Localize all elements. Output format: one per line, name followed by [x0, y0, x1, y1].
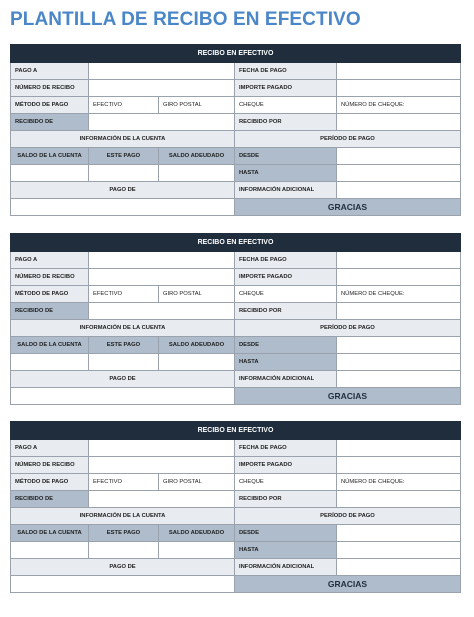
receipt-header: RECIBO EN EFECTIVO [11, 45, 461, 63]
saldo-adeudado-field[interactable] [159, 542, 235, 559]
fecha-de-pago-label: FECHA DE PAGO [235, 63, 337, 80]
numero-de-recibo-label: NÚMERO DE RECIBO [11, 457, 89, 474]
efectivo-option[interactable]: EFECTIVO [89, 97, 159, 114]
numero-de-recibo-label: NÚMERO DE RECIBO [11, 269, 89, 286]
receipt-header: RECIBO EN EFECTIVO [11, 234, 461, 252]
desde-field[interactable] [337, 337, 461, 354]
metodo-de-pago-label: MÉTODO DE PAGO [11, 474, 89, 491]
hasta-field[interactable] [337, 542, 461, 559]
este-pago-label: ESTE PAGO [89, 525, 159, 542]
saldo-de-la-cuenta-label: SALDO DE LA CUENTA [11, 525, 89, 542]
recibido-de-label: RECIBIDO DE [11, 114, 89, 131]
numero-de-recibo-field[interactable] [89, 80, 235, 97]
este-pago-label: ESTE PAGO [89, 148, 159, 165]
saldo-adeudado-label: SALDO ADEUDADO [159, 337, 235, 354]
recibido-por-field[interactable] [337, 303, 461, 320]
recibido-por-label: RECIBIDO POR [235, 303, 337, 320]
cheque-option[interactable]: CHEQUE [235, 286, 337, 303]
pago-a-label: PAGO A [11, 63, 89, 80]
fecha-de-pago-field[interactable] [337, 440, 461, 457]
pago-de-label: PAGO DE [11, 559, 235, 576]
desde-label: DESDE [235, 148, 337, 165]
pago-a-label: PAGO A [11, 440, 89, 457]
pago-a-field[interactable] [89, 252, 235, 269]
receipt-table [10, 233, 461, 405]
periodo-de-pago-label: PERÍODO DE PAGO [235, 320, 461, 337]
fecha-de-pago-field[interactable] [337, 252, 461, 269]
fecha-de-pago-label: FECHA DE PAGO [235, 440, 337, 457]
recibido-de-label: RECIBIDO DE [11, 491, 89, 508]
giro-postal-option[interactable]: GIRO POSTAL [159, 474, 235, 491]
recibido-de-label: RECIBIDO DE [11, 303, 89, 320]
informacion-adicional-label: INFORMACIÓN ADICIONAL [235, 371, 337, 388]
receipt-2 [10, 233, 460, 405]
pago-de-field[interactable] [11, 388, 235, 405]
informacion-adicional-field[interactable] [337, 182, 461, 199]
desde-label: DESDE [235, 337, 337, 354]
numero-de-recibo-label: NÚMERO DE RECIBO [11, 80, 89, 97]
saldo-de-la-cuenta-label: SALDO DE LA CUENTA [11, 148, 89, 165]
saldo-de-la-cuenta-field[interactable] [11, 165, 89, 182]
efectivo-option[interactable]: EFECTIVO [89, 474, 159, 491]
desde-field[interactable] [337, 525, 461, 542]
saldo-adeudado-label: SALDO ADEUDADO [159, 525, 235, 542]
gracias-banner: GRACIAS [235, 388, 461, 405]
receipt-1 [10, 44, 460, 216]
receipt-table [10, 421, 461, 593]
metodo-de-pago-label: MÉTODO DE PAGO [11, 286, 89, 303]
hasta-label: HASTA [235, 542, 337, 559]
numero-de-cheque-field[interactable]: NÚMERO DE CHEQUE: [337, 97, 461, 114]
hasta-field[interactable] [337, 354, 461, 371]
periodo-de-pago-label: PERÍODO DE PAGO [235, 508, 461, 525]
numero-de-recibo-field[interactable] [89, 457, 235, 474]
receipt-header: RECIBO EN EFECTIVO [11, 422, 461, 440]
recibido-por-label: RECIBIDO POR [235, 114, 337, 131]
importe-pagado-field[interactable] [337, 269, 461, 286]
informacion-adicional-label: INFORMACIÓN ADICIONAL [235, 559, 337, 576]
recibido-de-field[interactable] [89, 491, 235, 508]
importe-pagado-label: IMPORTE PAGADO [235, 80, 337, 97]
page-title: PLANTILLA DE RECIBO EN EFECTIVO [10, 9, 361, 30]
saldo-de-la-cuenta-label: SALDO DE LA CUENTA [11, 337, 89, 354]
pago-de-field[interactable] [11, 576, 235, 593]
saldo-de-la-cuenta-field[interactable] [11, 542, 89, 559]
hasta-label: HASTA [235, 354, 337, 371]
saldo-adeudado-field[interactable] [159, 354, 235, 371]
recibido-de-field[interactable] [89, 303, 235, 320]
este-pago-field[interactable] [89, 542, 159, 559]
este-pago-field[interactable] [89, 165, 159, 182]
pago-a-field[interactable] [89, 440, 235, 457]
giro-postal-option[interactable]: GIRO POSTAL [159, 97, 235, 114]
recibido-por-field[interactable] [337, 114, 461, 131]
gracias-banner: GRACIAS [235, 576, 461, 593]
importe-pagado-label: IMPORTE PAGADO [235, 269, 337, 286]
importe-pagado-field[interactable] [337, 80, 461, 97]
periodo-de-pago-label: PERÍODO DE PAGO [235, 131, 461, 148]
receipt-3 [10, 421, 460, 593]
metodo-de-pago-label: MÉTODO DE PAGO [11, 97, 89, 114]
pago-de-label: PAGO DE [11, 182, 235, 199]
gracias-banner: GRACIAS [235, 199, 461, 216]
recibido-por-label: RECIBIDO POR [235, 491, 337, 508]
pago-de-field[interactable] [11, 199, 235, 216]
hasta-label: HASTA [235, 165, 337, 182]
recibido-por-field[interactable] [337, 491, 461, 508]
informacion-de-la-cuenta-label: INFORMACIÓN DE LA CUENTA [11, 131, 235, 148]
saldo-adeudado-label: SALDO ADEUDADO [159, 148, 235, 165]
desde-field[interactable] [337, 148, 461, 165]
hasta-field[interactable] [337, 165, 461, 182]
giro-postal-option[interactable]: GIRO POSTAL [159, 286, 235, 303]
informacion-adicional-field[interactable] [337, 371, 461, 388]
saldo-de-la-cuenta-field[interactable] [11, 354, 89, 371]
pago-de-label: PAGO DE [11, 371, 235, 388]
pago-a-label: PAGO A [11, 252, 89, 269]
pago-a-field[interactable] [89, 63, 235, 80]
informacion-de-la-cuenta-label: INFORMACIÓN DE LA CUENTA [11, 508, 235, 525]
numero-de-cheque-field[interactable]: NÚMERO DE CHEQUE: [337, 474, 461, 491]
importe-pagado-field[interactable] [337, 457, 461, 474]
numero-de-recibo-field[interactable] [89, 269, 235, 286]
receipt-table [10, 44, 461, 216]
cheque-option[interactable]: CHEQUE [235, 97, 337, 114]
efectivo-option[interactable]: EFECTIVO [89, 286, 159, 303]
cheque-option[interactable]: CHEQUE [235, 474, 337, 491]
informacion-de-la-cuenta-label: INFORMACIÓN DE LA CUENTA [11, 320, 235, 337]
informacion-adicional-label: INFORMACIÓN ADICIONAL [235, 182, 337, 199]
importe-pagado-label: IMPORTE PAGADO [235, 457, 337, 474]
fecha-de-pago-label: FECHA DE PAGO [235, 252, 337, 269]
fecha-de-pago-field[interactable] [337, 63, 461, 80]
informacion-adicional-field[interactable] [337, 559, 461, 576]
recibido-de-field[interactable] [89, 114, 235, 131]
numero-de-cheque-field[interactable]: NÚMERO DE CHEQUE: [337, 286, 461, 303]
este-pago-field[interactable] [89, 354, 159, 371]
este-pago-label: ESTE PAGO [89, 337, 159, 354]
desde-label: DESDE [235, 525, 337, 542]
saldo-adeudado-field[interactable] [159, 165, 235, 182]
